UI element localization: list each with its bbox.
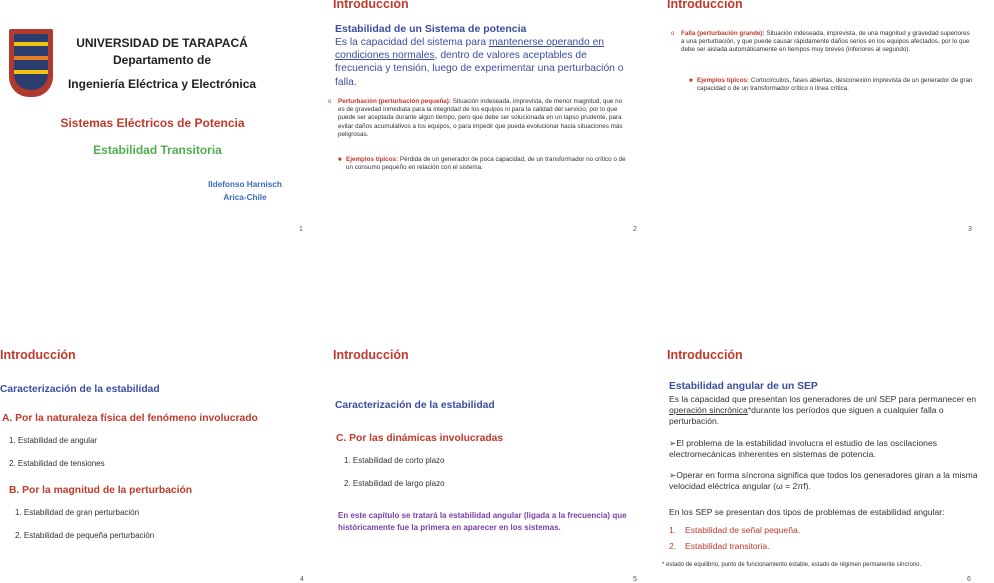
circle-bullet-icon: o xyxy=(671,31,675,37)
square-bullet-icon: ■ xyxy=(689,78,693,84)
definition-part: Es la capacidad que presentan los generadores de unl SEP para permanecer en xyxy=(669,394,977,404)
list-item: 2. Estabilidad de largo plazo xyxy=(344,479,445,488)
square-bullet-icon: ■ xyxy=(338,157,342,163)
examples-text: Pérdida de un generador de poca capacidad, de un transformador no crítico o de un consumo pequeño en relación con el sistema. xyxy=(346,156,626,172)
page-number: 1 xyxy=(299,226,303,233)
slide-heading: Caracterización de la estabilidad xyxy=(0,384,160,395)
slide-title: Introducción xyxy=(333,0,409,11)
author-name: Ildefonso Harnisch xyxy=(208,180,282,189)
page-number: 6 xyxy=(967,576,971,583)
examples-paragraph xyxy=(689,77,982,93)
list-item: 1. Estabilidad de corto plazo xyxy=(344,456,445,465)
definition-text xyxy=(335,36,635,89)
slide-6 xyxy=(662,292,982,583)
circle-bullet-icon: o xyxy=(328,99,332,105)
list-item: 1. Estabilidad de angular xyxy=(9,436,98,445)
perturbation-paragraph xyxy=(328,98,628,139)
slide-title: Introducción xyxy=(333,348,409,362)
perturbation-text: Situación indeseada, imprevista, de menor magnitud, que no es de gravedad inmediata para la integridad de los equipos ni para la calidad del servicio, por lo que puede ser aceptada durante algún tiempo, pero que debe ser solucionada en un lapso prudente, para evitar daños acumulativos a los equipos, o para impedir que pueda evolucionar hacia situaciones más peligrosas. xyxy=(338,98,623,138)
page-number: 3 xyxy=(968,226,972,233)
section-b-heading: B. Por la magnitud de la perturbación xyxy=(9,485,193,496)
fault-paragraph xyxy=(671,30,971,55)
course-title: Sistemas Eléctricos de Potencia xyxy=(60,116,245,130)
list-item xyxy=(669,525,800,535)
university-logo xyxy=(9,29,53,97)
fault-text: Situación indeseada, imprevista, de una magnitud y gravedad superiores a una perturbación, y que puede causar rápidamente daños serios en los equipos afectados, por lo que debe ser aislada automáticamente en tiempos muy breves (inferiores al segundo). xyxy=(681,30,970,54)
slide-2 xyxy=(328,0,660,291)
list-item xyxy=(669,541,770,551)
slide-title: Introducción xyxy=(667,0,743,11)
university-name: UNIVERSIDAD DE TARAPACÁ xyxy=(76,36,248,50)
university-name-block xyxy=(62,36,262,91)
list-text: Estabilidad de señal pequeña. xyxy=(685,525,801,535)
examples-text: Cortocircuitos, fases abiertas, desconexión imprevista de un generador de gran capacidad o de un transformador crítico o línea crítica. xyxy=(697,77,973,93)
definition-part: Es la capacidad del sistema para xyxy=(335,37,489,48)
footnote: * estado de equilibrio, punto de funcionamiento estable, estado de régimen permanente síncrono. xyxy=(662,562,922,568)
list-number: 1. xyxy=(669,525,677,535)
examples-label: Ejemplos típicos: xyxy=(346,156,399,163)
page-number: 2 xyxy=(633,226,637,233)
slide-title: Introducción xyxy=(667,348,743,362)
list-text: Estabilidad transitoria. xyxy=(685,541,770,551)
definition-part: , dentro de valores aceptables de frecuencia y tensión, luego de experimentar una perturbación o falla. xyxy=(335,50,624,88)
school-name: Ingeniería Eléctrica y Electrónica xyxy=(67,77,257,91)
slide-heading: Estabilidad de un Sistema de potencia xyxy=(335,23,527,35)
list-number: 2. xyxy=(669,541,677,551)
author-block xyxy=(170,178,320,204)
slide-title: Introducción xyxy=(0,348,76,362)
fault-label: Falla (perturbación grande): xyxy=(681,30,765,37)
bullet-paragraph: ➢El problema de la estabilidad involucra el estudio de las oscilaciones electromecánicas inherentes en sistemas de potencia. xyxy=(669,438,938,459)
slide-4 xyxy=(0,292,327,583)
perturbation-label: Perturbación (perturbación pequeña): xyxy=(338,98,452,105)
definition-underlined: mantenerse operando en condiciones normales xyxy=(335,37,605,62)
section-c-heading: C. Por las dinámicas involucradas xyxy=(336,433,504,444)
list-item: 2. Estabilidad de pequeña perturbación xyxy=(15,531,155,540)
author-place: Arica-Chile xyxy=(223,193,267,202)
bullet-paragraph: ➢Operar en forma síncrona significa que todos los generadores giran a la misma velocidad eléctrica angular (ω = 2πf). xyxy=(669,470,978,491)
topic-title: Estabilidad Transitoria xyxy=(93,143,222,157)
definition-text xyxy=(669,394,981,427)
examples-label: Ejemplos típicos: xyxy=(697,77,750,84)
slide-3 xyxy=(667,0,994,291)
slide-5 xyxy=(333,292,660,583)
page-number: 4 xyxy=(300,576,304,583)
slide-heading: Estabilidad angular de un SEP xyxy=(669,381,818,392)
section-a-heading: A. Por la naturaleza física del fenómeno involucrado xyxy=(2,413,258,424)
examples-paragraph xyxy=(338,156,626,172)
list-item: 2. Estabilidad de tensiones xyxy=(9,459,105,468)
definition-underlined: operación sincrónica xyxy=(669,405,748,415)
slide-heading: Caracterización de la estabilidad xyxy=(335,400,495,411)
list-item: 1. Estabilidad de gran perturbación xyxy=(15,508,140,517)
slide-1 xyxy=(0,0,327,291)
types-intro: En los SEP se presentan dos tipos de problemas de estabilidad angular: xyxy=(669,507,945,517)
page-number: 5 xyxy=(633,576,637,583)
definition-part: *durante los períodos que siguen a cualquier falla o perturbación. xyxy=(669,405,944,426)
department-name: Departamento de xyxy=(112,53,212,67)
chapter-note: En este capítulo se tratará la estabilidad angular (ligada a la frecuencia) que históricamente fue la primera en aparecer en los sistemas. xyxy=(338,511,627,532)
